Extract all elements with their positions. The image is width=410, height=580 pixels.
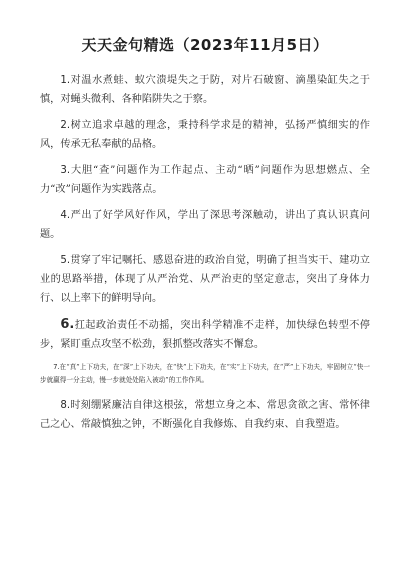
quote-paragraph-1 [40,71,370,109]
quote-text: 扛起政治责任不动摇，突出科学精准不走样，加快绿色转型不停步，紧盯重点攻坚不松劲，狠抓整改落实不懈怠。 [40,320,370,350]
quote-number: 3. [60,165,71,176]
quote-number: 4. [60,210,71,221]
quote-paragraph-4 [40,206,370,244]
quote-text: 对温水煮蛙、蚁穴溃堤失之于防，对片石破窗、滴墨染缸失之于慎，对蝇头微利、各种陷阱失之于察。 [40,75,370,105]
quote-paragraph-3 [40,161,370,199]
quote-text: 在“真”上下功夫，在“深”上下功夫，在“快”上下功夫，在“实”上下功夫，在“严”上下功夫，牢固树立“快一步就赢得一分主动，慢一步就处处陷入被动”的工作作风。 [40,363,370,384]
quote-text: 严出了好学风好作风，学出了深思考深触动，讲出了真认识真问题。 [40,210,370,240]
quote-text: 树立追求卓越的理念，秉持科学求是的精神，弘扬严慎细实的作风，传承无私奉献的品格。 [40,120,370,150]
quote-paragraph-8 [40,396,370,434]
quote-number: 2. [60,120,71,131]
quote-text: 贯穿了牢记嘱托、感恩奋进的政治自觉，明确了担当实干、建功立业的思路举措，体现了从严治党、从严治吏的坚定意志，突出了身体力行、以上率下的鲜明导向。 [40,255,370,304]
quote-paragraph-7 [40,361,370,387]
quote-number: 8. [60,400,71,411]
quote-number: 1. [60,75,71,86]
quote-number: 7. [53,363,60,371]
quote-text: 大胆“查”问题作为工作起点、主动“晒”问题作为思想燃点、全力“改”问题作为实践落点。 [40,165,370,195]
quote-number: 5. [60,255,71,266]
quote-number: 6. [60,317,75,332]
document-title: 天天金句精选（2023年11月5日） [81,36,329,54]
quote-paragraph-2 [40,116,370,154]
quote-paragraph-6 [40,315,370,354]
quote-text: 时刻绷紧廉洁自律这根弦，常想立身之本、常思贪欲之害、常怀律己之心、常敲慎独之钟，不断强化自我修炼、自我约束、自我塑造。 [40,400,370,430]
quote-paragraph-5 [40,251,370,308]
